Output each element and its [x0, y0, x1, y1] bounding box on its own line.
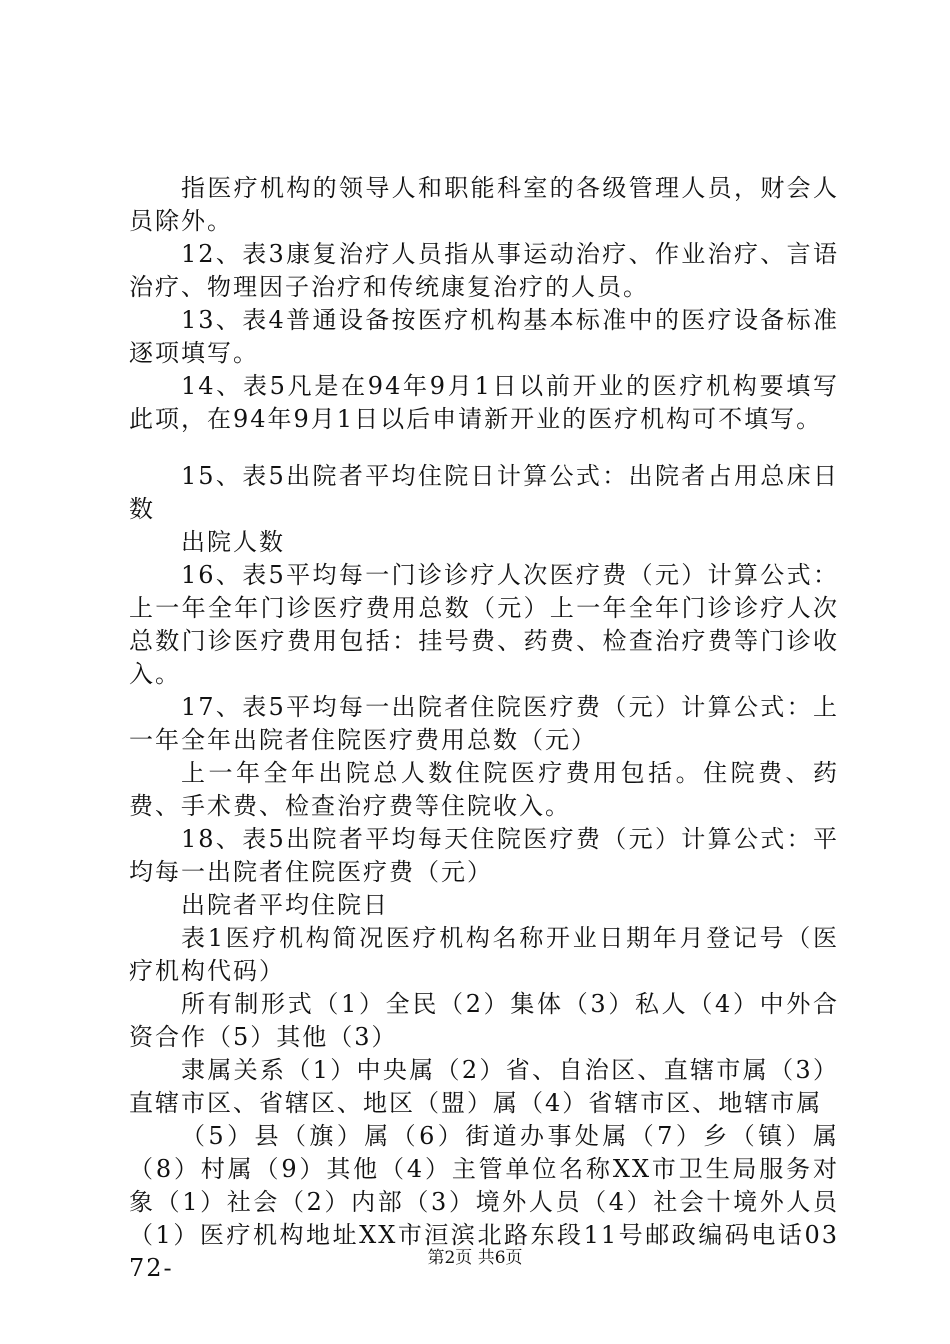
paragraph-3: 13、表4普通设备按医疗机构基本标准中的医疗设备标准逐项填写。 — [129, 306, 839, 367]
paragraph-2: 12、表3康复治疗人员指从事运动治疗、作业治疗、言语治疗、物理因子治疗和传统康复治疗的人员。 — [129, 240, 839, 301]
paragraph-10: 18、表5出院者平均每天住院医疗费（元）计算公式：平均每一出院者住院医疗费（元） — [129, 825, 839, 886]
paragraph-12: 表1医疗机构简况医疗机构名称开业日期年月登记号（医疗机构代码） — [129, 924, 839, 985]
paragraph-14: 隶属关系（1）中央属（2）省、自治区、直辖市属（3）直辖市区、省辖区、地区（盟）属（4）省辖市区、地辖市属 — [129, 1056, 839, 1117]
paragraph-11: 出院者平均住院日 — [181, 891, 389, 919]
paragraph-5: 15、表5出院者平均住院日计算公式：出院者占用总床日数 — [129, 462, 839, 523]
paragraph-13: 所有制形式（1）全民（2）集体（3）私人（4）中外合资合作（5）其他（3） — [129, 990, 839, 1051]
paragraph-15: （5）县（旗）属（6）街道办事处属（7）乡（镇）属（8）村属（9）其他（4）主管单位名称XX市卫生局服务对象（1）社会（2）内部（3）境外人员（4）社会十境外人员（1）医疗机构地址XX市洹滨北路东段11号邮政编码电话0372- — [129, 1122, 839, 1282]
paragraph-6: 出院人数 — [181, 528, 285, 556]
paragraph-7: 16、表5平均每一门诊诊疗人次医疗费（元）计算公式：上一年全年门诊医疗费用总数（元）上一年全年门诊诊疗人次总数门诊医疗费用包括：挂号费、药费、检查治疗费等门诊收入。 — [129, 561, 839, 688]
page-footer: 第2页 共6页 — [427, 1248, 523, 1268]
paragraph-9: 上一年全年出院总人数住院医疗费用包括。住院费、药费、手术费、检查治疗费等住院收入。 — [129, 759, 839, 820]
paragraph-8: 17、表5平均每一出院者住院医疗费（元）计算公式：上一年全年出院者住院医疗费用总数（元） — [129, 693, 839, 754]
document-body — [129, 172, 839, 1285]
paragraph-4: 14、表5凡是在94年9月1日以前开业的医疗机构要填写此项，在94年9月1日以后申请新开业的医疗机构可不填写。 — [129, 372, 839, 433]
paragraph-1: 指医疗机构的领导人和职能科室的各级管理人员，财会人员除外。 — [129, 174, 839, 235]
paragraph-spacer — [129, 436, 839, 460]
